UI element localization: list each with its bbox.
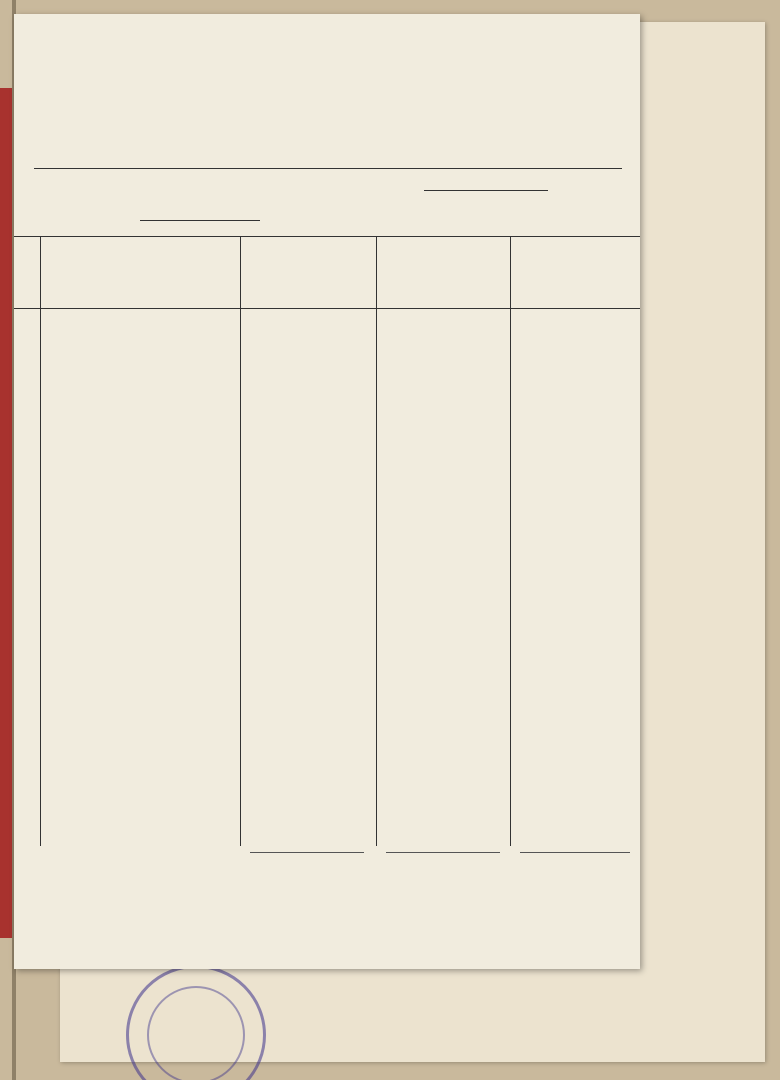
name-underline <box>34 168 622 169</box>
end-date-underline <box>140 220 260 221</box>
red-binder-strip <box>0 88 12 938</box>
header-grade-exam <box>380 246 506 318</box>
start-date-underline <box>424 190 548 191</box>
header-grade-not-exam <box>244 246 372 318</box>
total-underline-2 <box>386 852 500 853</box>
col-divider-2 <box>240 236 241 846</box>
total-underline-3 <box>520 852 630 853</box>
seal-inner-ring <box>147 986 245 1080</box>
table-row-total <box>14 832 640 862</box>
col-divider-1 <box>40 236 41 846</box>
header-note <box>514 266 638 338</box>
total-underline-1 <box>250 852 364 853</box>
col-divider-3 <box>376 236 377 846</box>
grade-sheet <box>14 14 640 969</box>
header-discipline <box>44 260 236 332</box>
table-top-border <box>14 236 640 237</box>
col-divider-4 <box>510 236 511 846</box>
